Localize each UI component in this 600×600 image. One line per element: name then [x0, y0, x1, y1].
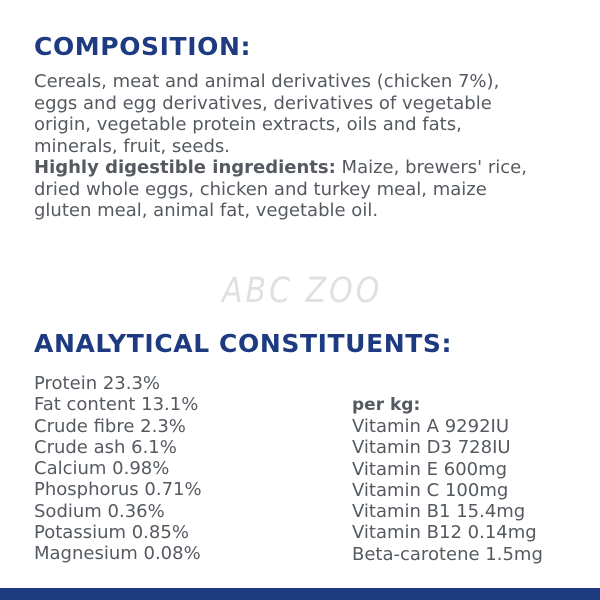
composition-line: Cereals, meat and animal derivatives (chicken 7%),	[34, 71, 500, 92]
composition-heading: COMPOSITION:	[34, 32, 252, 61]
highlight-line	[34, 157, 594, 179]
constituent-item: Phosphorus 0.71%	[34, 479, 202, 501]
composition-line: eggs and egg derivatives, derivatives of vegetable	[34, 92, 492, 114]
constituent-item: Crude ash 6.1%	[34, 436, 177, 458]
highlight-line: dried whole eggs, chicken and turkey meal, maize	[34, 178, 487, 200]
vitamin-item: Vitamin D3 728IU	[352, 437, 511, 459]
highlight-text: Maize, brewers' rice,	[335, 157, 527, 178]
constituent-item: Potassium 0.85%	[34, 522, 189, 544]
vitamin-item: Vitamin C 100mg	[352, 479, 509, 501]
per-kg-label: per kg:	[352, 395, 421, 415]
vitamin-item: Vitamin E 600mg	[352, 458, 508, 480]
constituents-list	[34, 373, 202, 565]
highlight-label: Highly digestible ingredients:	[34, 157, 336, 178]
composition-line: minerals, fruit, seeds.	[34, 135, 230, 157]
analytical-heading: ANALYTICAL CONSTITUENTS:	[34, 329, 453, 358]
watermark: ABC ZOO	[222, 271, 383, 312]
constituent-item: Magnesium 0.08%	[34, 543, 201, 565]
composition-text	[34, 71, 594, 222]
vitamin-item: Vitamin B1 15.4mg	[352, 501, 526, 523]
vitamins-list	[352, 416, 543, 565]
highlight-line: gluten meal, animal fat, vegetable oil.	[34, 200, 379, 221]
vitamin-item: Beta-carotene 1.5mg	[352, 543, 543, 565]
vitamin-item: Vitamin B12 0.14mg	[352, 522, 537, 544]
constituent-item: Calcium 0.98%	[34, 458, 170, 480]
constituent-item: Crude fibre 2.3%	[34, 415, 186, 437]
constituent-item: Protein 23.3%	[34, 373, 160, 394]
constituent-item: Sodium 0.36%	[34, 500, 165, 522]
composition-line: origin, vegetable protein extracts, oils and fats,	[34, 114, 462, 135]
bottom-bar	[0, 588, 600, 600]
constituent-item: Fat content 13.1%	[34, 394, 199, 416]
vitamin-item: Vitamin A 9292IU	[352, 416, 509, 437]
